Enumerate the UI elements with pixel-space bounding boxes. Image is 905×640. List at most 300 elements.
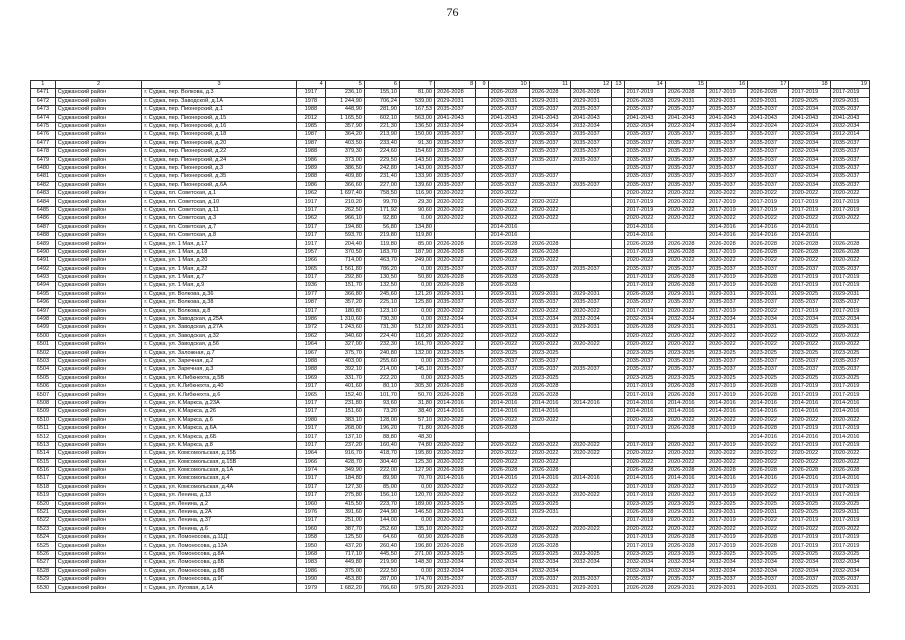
cell-period-roof: 2035-2037 [434, 156, 475, 164]
cell-period-16: 2014-2016 [707, 408, 748, 416]
cell-col9 [476, 139, 488, 147]
cell-district: Суджанский район [55, 542, 142, 550]
cell-total-area: 327,00 [325, 341, 364, 349]
cell-period-heating: 2035-2037 [571, 576, 612, 584]
cell-period-18: 2023-2025 [789, 550, 830, 558]
cell-period-facade: 2014-2016 [488, 232, 529, 240]
cell-period-foundation: 2023-2025 [529, 500, 570, 508]
cell-total-area: 401,60 [325, 383, 364, 391]
cell-district: Суджанский район [55, 366, 142, 374]
cell-period-14: 2017-2019 [624, 517, 665, 525]
cell-total-area: 152,40 [325, 391, 364, 399]
cell-period-19: 2035-2037 [830, 139, 869, 147]
cell-period-roof: 2020-2022 [434, 198, 475, 206]
cell-period-17: 2017-2019 [748, 206, 789, 214]
cell-col9 [476, 542, 488, 550]
cell-living-area: 130,50 [364, 273, 399, 281]
cell-year-built: 1917 [296, 408, 325, 416]
cell-row-number: 6504 [31, 366, 56, 374]
cell-period-17: 2023-2025 [748, 349, 789, 357]
cell-total-area: 1 561,80 [325, 265, 364, 273]
cell-nonliving-area: 132,00 [399, 349, 434, 357]
cell-period-foundation [529, 190, 570, 198]
cell-period-17: 2035-2037 [748, 299, 789, 307]
cell-address: г. Суджа, ул. Волкова, д.8 [142, 307, 297, 315]
cell-col13 [612, 198, 624, 206]
cell-col9 [476, 206, 488, 214]
cell-period-foundation: 2026-2028 [529, 542, 570, 550]
table-row [31, 307, 870, 315]
cell-living-area: 144,00 [364, 517, 399, 525]
cell-row-number: 6512 [31, 433, 56, 441]
cell-period-17: 2035-2037 [748, 106, 789, 114]
cell-period-18: 2017-2019 [789, 89, 830, 97]
cell-period-facade: 2041-2043 [488, 114, 529, 122]
cell-district: Суджанский район [55, 433, 142, 441]
cell-district: Суджанский район [55, 290, 142, 298]
cell-period-14: 2026-2028 [624, 584, 665, 592]
cell-col9 [476, 441, 488, 449]
cell-living-area: 155,10 [364, 89, 399, 97]
cell-period-foundation [529, 223, 570, 231]
cell-period-19 [830, 223, 869, 231]
cell-living-area: 463,70 [364, 257, 399, 265]
cell-period-heating: 2035-2037 [571, 148, 612, 156]
cell-period-15: 2026-2028 [665, 542, 706, 550]
cell-period-18: 2032-2034 [789, 173, 830, 181]
cell-period-foundation: 2020-2022 [529, 257, 570, 265]
cell-living-area: 287,00 [364, 576, 399, 584]
cell-nonliving-area: 125,30 [399, 458, 434, 466]
cell-district: Суджанский район [55, 408, 142, 416]
cell-period-17: 2035-2037 [748, 181, 789, 189]
cell-period-facade: 2029-2031 [488, 508, 529, 516]
cell-year-built: 1917 [296, 273, 325, 281]
cell-period-roof: 2020-2022 [434, 483, 475, 491]
cell-period-foundation: 2029-2031 [529, 584, 570, 592]
cell-period-15: 2023-2025 [665, 374, 706, 382]
cell-period-17: 2014-2016 [748, 433, 789, 441]
cell-row-number: 6528 [31, 567, 56, 575]
cell-nonliving-area: 116,20 [399, 332, 434, 340]
cell-period-heating [571, 483, 612, 491]
cell-col13 [612, 273, 624, 281]
cell-period-heating [571, 391, 612, 399]
cell-row-number: 6473 [31, 106, 56, 114]
cell-address: г. Суджа, ул. Ленина, д.2 [142, 500, 297, 508]
cell-period-15: 2032-2034 [665, 315, 706, 323]
cell-period-19: 2032-2034 [830, 315, 869, 323]
cell-period-16: 2035-2037 [707, 106, 748, 114]
cell-period-14: 2026-2028 [624, 240, 665, 248]
cell-period-19: 2035-2037 [830, 164, 869, 172]
cell-period-15: 2020-2022 [665, 525, 706, 533]
cell-total-area: 403,50 [325, 139, 364, 147]
cell-period-heating: 2035-2037 [571, 299, 612, 307]
cell-period-14: 2035-2037 [624, 357, 665, 365]
cell-col9 [476, 383, 488, 391]
cell-period-14: 2014-2016 [624, 475, 665, 483]
cell-row-number: 6513 [31, 441, 56, 449]
cell-period-15: 2020-2022 [665, 517, 706, 525]
cell-year-built: 1958 [296, 534, 325, 542]
cell-period-17: 2035-2037 [748, 366, 789, 374]
cell-period-16: 2020-2022 [707, 190, 748, 198]
cell-nonliving-area: 136,50 [399, 122, 434, 130]
cell-nonliving-area: 70,70 [399, 475, 434, 483]
cell-district: Суджанский район [55, 282, 142, 290]
cell-row-number: 6503 [31, 357, 56, 365]
cell-period-heating: 2020-2022 [571, 450, 612, 458]
cell-period-16: 2020-2022 [707, 332, 748, 340]
cell-period-roof: 2035-2037 [434, 164, 475, 172]
cell-nonliving-area: 125,80 [399, 299, 434, 307]
cell-period-16: 2032-2034 [707, 315, 748, 323]
cell-period-facade: 2035-2037 [488, 156, 529, 164]
cell-district: Суджанский район [55, 525, 142, 533]
cell-period-15: 2035-2037 [665, 106, 706, 114]
cell-period-14: 2035-2037 [624, 139, 665, 147]
cell-period-16: 2020-2022 [707, 450, 748, 458]
cell-period-16: 2035-2037 [707, 139, 748, 147]
cell-period-15: 2026-2028 [665, 466, 706, 474]
cell-period-15: 2023-2025 [665, 500, 706, 508]
cell-period-facade: 2026-2028 [488, 534, 529, 542]
cell-living-area: 244,90 [364, 508, 399, 516]
cell-period-heating: 2029-2031 [571, 584, 612, 592]
cell-period-heating: 2035-2037 [571, 366, 612, 374]
cell-col13 [612, 215, 624, 223]
cell-period-facade: 2026-2028 [488, 391, 529, 399]
cell-year-built: 1974 [296, 466, 325, 474]
column-number-17: 17 [748, 81, 789, 89]
cell-period-heating: 2032-2034 [571, 559, 612, 567]
cell-address: г. Суджа, ул. Комсомольская, д.15Б [142, 450, 297, 458]
cell-period-17: 2035-2037 [748, 131, 789, 139]
column-number-5: 5 [325, 81, 364, 89]
cell-period-facade: 2020-2022 [488, 450, 529, 458]
cell-col13 [612, 517, 624, 525]
cell-period-17: 2020-2022 [748, 517, 789, 525]
cell-col9 [476, 500, 488, 508]
cell-nonliving-area: 133,90 [399, 173, 434, 181]
cell-period-19: 2035-2037 [830, 576, 869, 584]
column-number-11: 11 [529, 81, 570, 89]
cell-period-15: 2020-2022 [665, 215, 706, 223]
cell-total-area: 1 697,40 [325, 190, 364, 198]
cell-period-18: 2020-2022 [789, 525, 830, 533]
table-row [31, 383, 870, 391]
cell-period-14: 2032-2034 [624, 315, 665, 323]
cell-col9 [476, 307, 488, 315]
cell-period-15: 2020-2022 [665, 332, 706, 340]
cell-period-18: 2023-2025 [789, 374, 830, 382]
cell-address: г. Суджа, пер. Пионерский, д.1 [142, 106, 297, 114]
cell-period-14: 2020-2022 [624, 257, 665, 265]
cell-living-area: 64,60 [364, 534, 399, 542]
cell-period-17: 2020-2022 [748, 190, 789, 198]
table-row [31, 441, 870, 449]
cell-row-number: 6508 [31, 399, 56, 407]
cell-col13 [612, 366, 624, 374]
cell-period-roof: 2032-2034 [434, 567, 475, 575]
cell-period-heating: 2014-2016 [571, 399, 612, 407]
cell-period-facade: 2035-2037 [488, 299, 529, 307]
cell-period-roof [434, 223, 475, 231]
cell-period-18: 2020-2022 [789, 257, 830, 265]
cell-total-area: 966,10 [325, 215, 364, 223]
cell-address: г. Суджа, пер. Пионерский, д.22 [142, 148, 297, 156]
cell-period-19: 2020-2022 [830, 525, 869, 533]
table-row [31, 299, 870, 307]
cell-period-heating [571, 240, 612, 248]
table-row [31, 550, 870, 558]
table-row [31, 240, 870, 248]
cell-row-number: 6498 [31, 315, 56, 323]
cell-period-17: 2014-2016 [748, 408, 789, 416]
cell-period-heating: 2029-2031 [571, 324, 612, 332]
cell-col13 [612, 114, 624, 122]
cell-period-14: 2041-2043 [624, 114, 665, 122]
cell-period-19: 2017-2019 [830, 198, 869, 206]
cell-period-foundation: 2035-2037 [529, 173, 570, 181]
cell-address: г. Суджа, ул. Волкова, д.36 [142, 290, 297, 298]
cell-period-16: 2032-2034 [707, 567, 748, 575]
cell-period-19: 2035-2037 [830, 148, 869, 156]
cell-col9 [476, 315, 488, 323]
table-row [31, 89, 870, 97]
cell-period-14: 2035-2037 [624, 576, 665, 584]
cell-period-14: 2020-2022 [624, 458, 665, 466]
cell-total-area: 237,20 [325, 441, 364, 449]
cell-period-heating: 2020-2022 [571, 525, 612, 533]
cell-district: Суджанский район [55, 550, 142, 558]
cell-period-heating: 2029-2031 [571, 97, 612, 105]
cell-period-14: 2014-2016 [624, 399, 665, 407]
cell-period-roof: 2023-2025 [434, 550, 475, 558]
cell-address: г. Суджа, ул. Луговая, д.1А [142, 584, 297, 592]
cell-period-15: 2026-2028 [665, 89, 706, 97]
cell-period-facade: 2020-2022 [488, 257, 529, 265]
cell-period-heating [571, 542, 612, 550]
cell-col9 [476, 324, 488, 332]
cell-row-number: 6517 [31, 475, 56, 483]
cell-living-area: 56,80 [364, 223, 399, 231]
cell-row-number: 6472 [31, 97, 56, 105]
cell-col13 [612, 383, 624, 391]
cell-period-roof: 2023-2025 [434, 349, 475, 357]
cell-district: Суджанский район [55, 425, 142, 433]
cell-row-number: 6474 [31, 114, 56, 122]
cell-period-roof: 2029-2031 [434, 508, 475, 516]
cell-nonliving-area: 249,00 [399, 257, 434, 265]
cell-period-heating [571, 425, 612, 433]
cell-period-foundation [529, 232, 570, 240]
cell-row-number: 6502 [31, 349, 56, 357]
cell-living-area: 222,50 [364, 567, 399, 575]
cell-period-18: 2026-2028 [789, 240, 830, 248]
cell-nonliving-area: 57,10 [399, 416, 434, 424]
table-row [31, 265, 870, 273]
cell-period-roof: 2014-2016 [434, 475, 475, 483]
cell-col13 [612, 148, 624, 156]
cell-period-facade: 2023-2025 [488, 500, 529, 508]
cell-district: Суджанский район [55, 164, 142, 172]
table-row [31, 458, 870, 466]
cell-total-area: 373,00 [325, 156, 364, 164]
cell-district: Суджанский район [55, 307, 142, 315]
cell-year-built: 1972 [296, 324, 325, 332]
cell-total-area: 403,00 [325, 357, 364, 365]
cell-period-19: 2017-2019 [830, 483, 869, 491]
cell-address: г. Суджа, ул. К.Либкнехта, д.40 [142, 383, 297, 391]
cell-year-built: 1988 [296, 106, 325, 114]
cell-col13 [612, 433, 624, 441]
cell-living-area: 88,80 [364, 433, 399, 441]
cell-period-15: 2032-2034 [665, 559, 706, 567]
cell-col9 [476, 567, 488, 575]
cell-year-built: 1950 [296, 542, 325, 550]
cell-col9 [476, 366, 488, 374]
cell-period-15: 2035-2037 [665, 181, 706, 189]
cell-period-15: 2014-2016 [665, 399, 706, 407]
cell-period-19: 2035-2037 [830, 357, 869, 365]
cell-period-18: 2020-2022 [789, 215, 830, 223]
cell-nonliving-area: 150,00 [399, 131, 434, 139]
cell-period-16: 2017-2019 [707, 441, 748, 449]
cell-period-foundation [529, 282, 570, 290]
cell-period-16: 2035-2037 [707, 265, 748, 273]
cell-period-18: 2032-2034 [789, 131, 830, 139]
cell-year-built: 1917 [296, 433, 325, 441]
cell-row-number: 6497 [31, 307, 56, 315]
cell-total-area: 379,30 [325, 148, 364, 156]
page-number: 76 [446, 5, 459, 19]
cell-living-area: 252,60 [364, 525, 399, 533]
cell-period-19: 2029-2031 [830, 584, 869, 592]
cell-row-number: 6515 [31, 458, 56, 466]
cell-total-area: 375,00 [325, 567, 364, 575]
cell-living-area: 229,50 [364, 156, 399, 164]
cell-period-19: 2020-2022 [830, 341, 869, 349]
cell-period-roof: 2035-2037 [434, 576, 475, 584]
cell-district: Суджанский район [55, 500, 142, 508]
cell-nonliving-area: 0,00 [399, 315, 434, 323]
table-row [31, 517, 870, 525]
cell-period-foundation: 2026-2028 [529, 534, 570, 542]
cell-period-16: 2032-2034 [707, 122, 748, 130]
cell-period-heating [571, 257, 612, 265]
table-row [31, 223, 870, 231]
cell-district: Суджанский район [55, 508, 142, 516]
cell-total-area: 391,60 [325, 508, 364, 516]
cell-district: Суджанский район [55, 450, 142, 458]
cell-period-18: 2017-2019 [789, 307, 830, 315]
cell-period-foundation: 2035-2037 [529, 181, 570, 189]
cell-period-19: 2035-2037 [830, 156, 869, 164]
cell-living-area: 128,00 [364, 416, 399, 424]
cell-period-heating: 2026-2028 [571, 89, 612, 97]
column-number-13: 13 [612, 81, 624, 89]
cell-period-facade: 2023-2025 [488, 550, 529, 558]
cell-nonliving-area: 38,40 [399, 408, 434, 416]
cell-period-17: 2026-2028 [748, 273, 789, 281]
cell-period-roof: 2020-2022 [434, 190, 475, 198]
cell-period-18: 2020-2022 [789, 341, 830, 349]
cell-period-roof: 2020-2022 [434, 416, 475, 424]
cell-total-area: 292,80 [325, 273, 364, 281]
cell-period-16: 2029-2031 [707, 508, 748, 516]
cell-year-built: 1917 [296, 492, 325, 500]
cell-district: Суджанский район [55, 89, 142, 97]
cell-year-built: 1987 [296, 299, 325, 307]
cell-district: Суджанский район [55, 156, 142, 164]
cell-year-built: 1917 [296, 240, 325, 248]
cell-period-14: 2035-2037 [624, 131, 665, 139]
cell-col13 [612, 349, 624, 357]
cell-period-14: 2026-2028 [624, 290, 665, 298]
cell-period-19: 2017-2019 [830, 307, 869, 315]
cell-period-roof: 2035-2037 [434, 131, 475, 139]
cell-address: г. Суджа, ул. Ленина, д.37 [142, 517, 297, 525]
cell-col13 [612, 559, 624, 567]
cell-period-roof: 2020-2022 [434, 525, 475, 533]
table-row [31, 131, 870, 139]
cell-district: Суджанский район [55, 324, 142, 332]
cell-period-foundation: 2035-2037 [529, 576, 570, 584]
cell-period-17: 2035-2037 [748, 173, 789, 181]
cell-period-14: 2017-2019 [624, 307, 665, 315]
cell-period-18: 2035-2037 [789, 299, 830, 307]
cell-living-area: 101,70 [364, 391, 399, 399]
cell-period-heating: 2020-2022 [571, 441, 612, 449]
cell-period-roof: 2026-2028 [434, 542, 475, 550]
cell-period-18: 2032-2034 [789, 181, 830, 189]
cell-period-heating [571, 190, 612, 198]
cell-col9 [476, 466, 488, 474]
cell-address: г. Суджа, ул. К.Либкнехта, д.6 [142, 391, 297, 399]
cell-period-foundation: 2029-2031 [529, 97, 570, 105]
cell-col13 [612, 425, 624, 433]
cell-row-number: 6509 [31, 408, 56, 416]
cell-period-17: 2026-2028 [748, 542, 789, 550]
table-row [31, 164, 870, 172]
cell-address: г. Суджа, ул. Заложная, д.7 [142, 349, 297, 357]
cell-address: г. Суджа, ул. 1 Мая, д.7 [142, 273, 297, 281]
cell-period-facade [488, 433, 529, 441]
cell-period-heating: 2035-2037 [571, 156, 612, 164]
cell-district: Суджанский район [55, 148, 142, 156]
cell-period-foundation: 2041-2043 [529, 114, 570, 122]
cell-living-area: 160,40 [364, 441, 399, 449]
cell-year-built: 1965 [296, 265, 325, 273]
cell-period-foundation: 2035-2037 [529, 106, 570, 114]
cell-period-18: 2035-2037 [789, 576, 830, 584]
cell-period-15: 2020-2022 [665, 483, 706, 491]
cell-period-15: 2023-2025 [665, 349, 706, 357]
cell-nonliving-area: 50,70 [399, 391, 434, 399]
cell-period-14: 2023-2025 [624, 349, 665, 357]
cell-period-17: 2032-2034 [748, 559, 789, 567]
cell-period-15: 2035-2037 [665, 366, 706, 374]
cell-district: Суджанский район [55, 349, 142, 357]
cell-period-heating [571, 458, 612, 466]
table-row [31, 425, 870, 433]
data-table-container [30, 80, 870, 593]
cell-period-foundation: 2026-2028 [529, 240, 570, 248]
cell-district: Суджанский район [55, 567, 142, 575]
cell-total-area: 375,70 [325, 349, 364, 357]
